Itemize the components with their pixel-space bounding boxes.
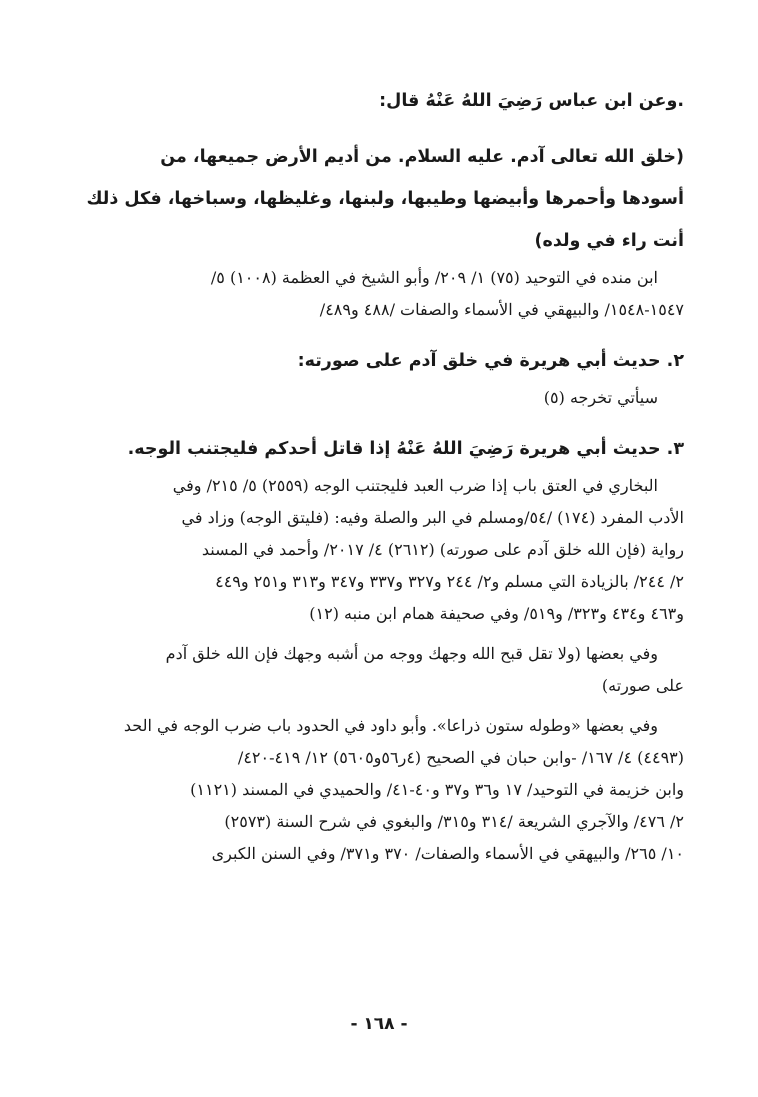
takhrij-line: ابن منده في التوحيد (٧٥) ١/ ٢٠٩/ وأبو الشيخ في العظمة (١٠٠٨) ٥/ [210,268,658,287]
takhrij-line: وفي بعضها «وطوله ستون ذراعا». وأبو داود في الحدود باب ضرب الوجه في الحد [123,716,658,735]
takhrij-line: و٤٦٣ و٤٣٤ و٣٢٣/ و٥١٩/ وفي صحيفة همام ابن منبه (١٢) [309,604,684,623]
section-heading-3: ٣. حديث أبي هريرة رَضِيَ اللهُ عَنْهُ إذا قاتل أحدكم فليجتنب الوجه. [127,439,684,459]
takhrij-paragraph [72,470,684,630]
page-number: - ١٦٨ - [350,1014,408,1034]
takhrij-line: الأدب المفرد (١٧٤) /٥٤/ومسلم في البر والصلة وفيه: (فليتق الوجه) وزاد في [181,508,684,527]
takhrij-line: رواية (فإن الله خلق آدم على صورته) (٢٦١٢) ٤/ ٢٠١٧/ وأحمد في المسند [201,540,684,559]
takhrij-line: ١٥٤٧-١٥٤٨/ والبيهقي في الأسماء والصفات /٤٨٨ و٤٨٩/ [319,300,684,319]
narration-intro: .وعن ابن عباس رَضِيَ اللهُ عَنْهُ قال: [379,91,684,111]
quote-line: أنت راء في ولده) [534,231,684,251]
takhrij-line: البخاري في العتق باب إذا ضرب العبد فليجتنب الوجه (٢٥٥٩) ٥/ ٢١٥/ وفي [172,476,658,495]
quote-line: أسودها وأحمرها وأبيضها وطيبها، ولبنها، وغليظها، وسباخها، فكل ذلك [86,189,684,209]
variant-line: على صورته) [601,676,684,695]
takhrij-line: (٤٤٩٣) ٤/ ١٦٧/ -وابن حبان في الصحيح (٤ر٥٦و٥٦٠٥) ١٢/ ٤١٩-٤٢٠/ [237,748,684,767]
quote-line: (خلق الله تعالى آدم. عليه السلام. من أديم الأرض جميعها، من [160,147,684,167]
section-note: سيأتي تخرجه (٥) [543,388,658,407]
takhrij-line: ٢/ ٢٤٤/ بالزيادة التي مسلم و٢/ ٢٤٤ و٣٢٧ و٣٣٧ و٣٤٧ و٣١٣ و٢٥١ و٤٤٩ [215,572,684,591]
takhrij-line: وابن خزيمة في التوحيد/ ١٧ و٣٦ و٣٧ و٤٠-٤١/ والحميدي في المسند (١١٢١) [190,780,684,799]
section-heading-2: ٢. حديث أبي هريرة في خلق آدم على صورته: [297,351,684,371]
takhrij-line: ٢/ ٤٧٦/ والآجري الشريعة /٣١٤ و٣١٥/ والبغوي في شرح السنة (٢٥٧٣) [224,812,684,831]
variant-line: وفي بعضها (ولا تقل قبح الله وجهك ووجه من أشبه وجهك فإن الله خلق آدم [165,644,658,663]
takhrij-line: ١٠/ ٢٦٥/ والبيهقي في الأسماء والصفات/ ٣٧٠ و٣٧١/ وفي السنن الكبرى [211,844,684,863]
takhrij-paragraph [72,710,684,870]
variant-paragraph [72,638,684,702]
takhrij-paragraph [72,262,684,326]
hadith-quote [72,136,684,262]
page-body [72,80,684,870]
